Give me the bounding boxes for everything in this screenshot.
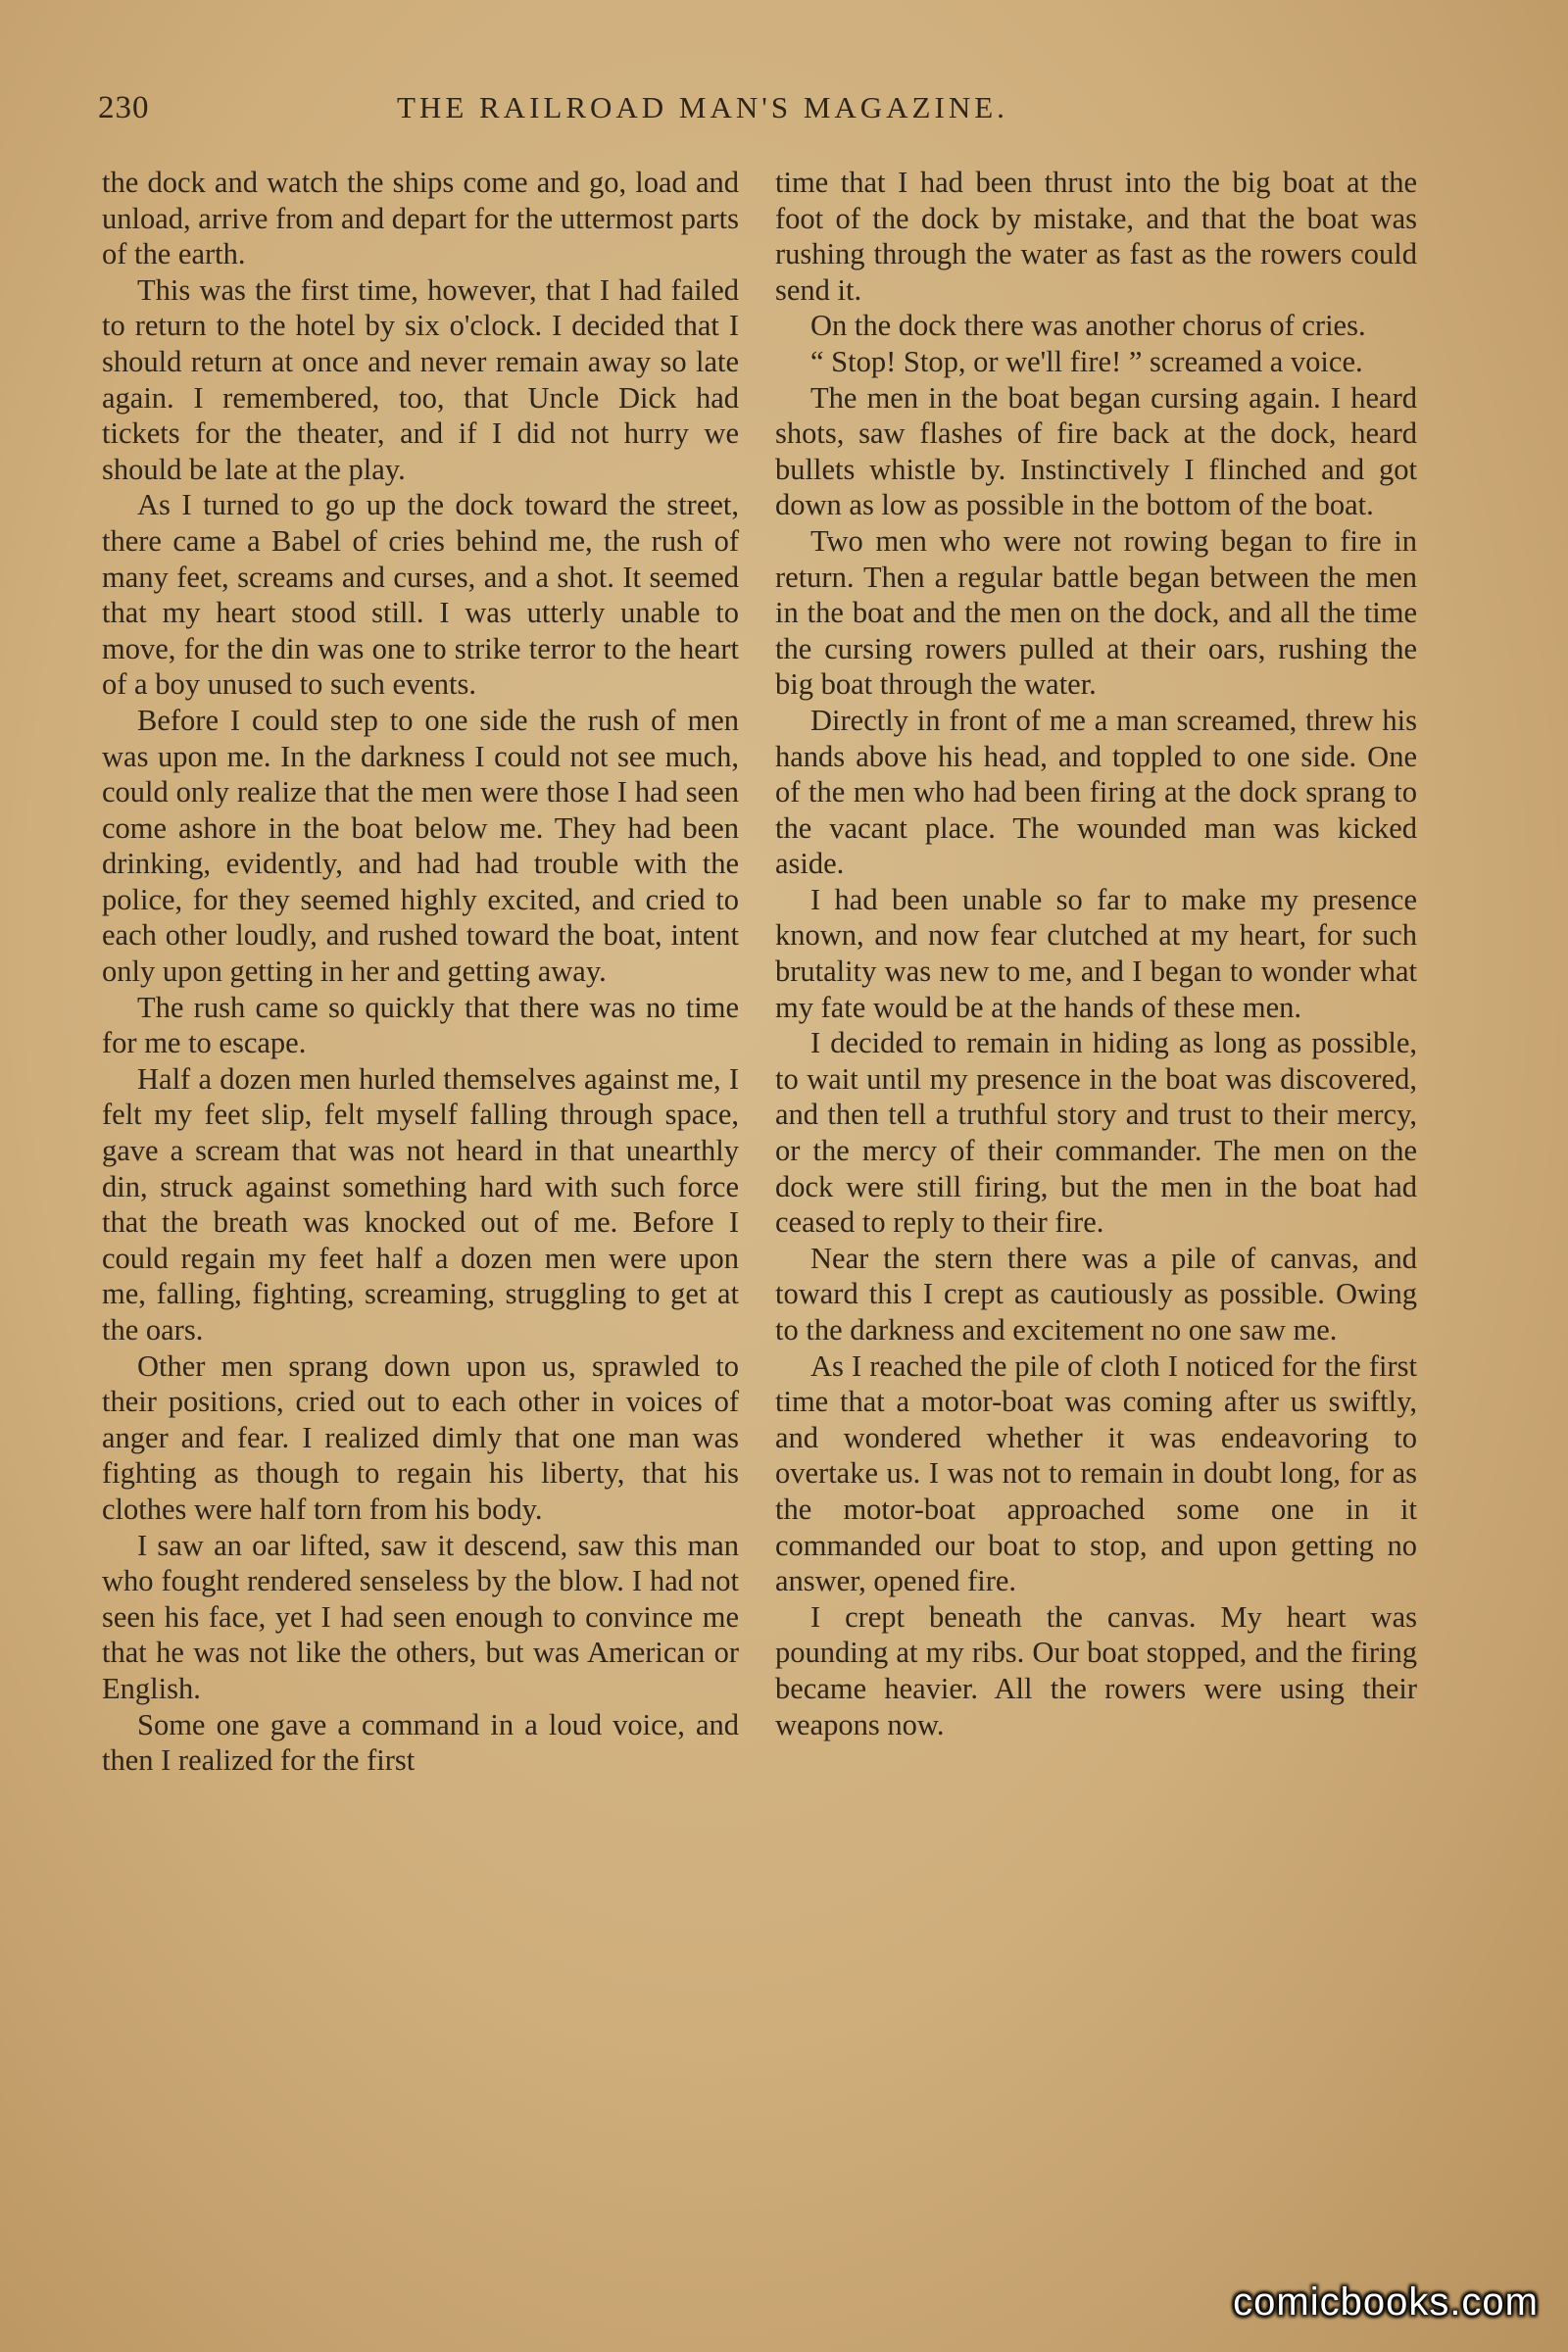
paragraph: Near the stern there was a pile of canvas, and toward this I crept as cautiously as possible. Owing to the darkness and excitement no one saw me.: [775, 1241, 1417, 1347]
paragraph: I decided to remain in hiding as long as possible, to wait until my presence in the boat was discovered, and then tell a truthful story and trust to their mercy, or the mercy of their commander. The men on the dock were still firing, but the men in the boat had ceased to reply to their fire.: [775, 1026, 1417, 1240]
paragraph: Directly in front of me a man screamed, threw his hands above his head, and toppled to one side. One of the men who had been firing at the dock sprang to the vacant place. The wounded man was kicked aside.: [775, 703, 1417, 881]
paragraph: This was the first time, however, that I had failed to return to the hotel by six o'clock. I decided that I should return at once and never remain away so late again. I remembered, too, that Uncle Dick had tickets for the theater, and if I did not hurry we should be late at the play.: [102, 272, 739, 486]
paragraph: Half a dozen men hurled themselves against me, I felt my feet slip, felt myself falling through space, gave a scream that was not heard in that unearthly din, struck against something hard with such force that the breath was knocked out of me. Before I could regain my feet half a dozen men were upon me, falling, fighting, screaming, struggling to get at the oars.: [102, 1061, 739, 1347]
paragraph: Two men who were not rowing began to fire in return. Then a regular battle began between the men in the boat and the men on the dock, and all the time the cursing rowers pulled at their oars, rushing the big boat through the water.: [775, 523, 1417, 702]
paragraph: I crept beneath the canvas. My heart was pounding at my ribs. Our boat stopped, and the firing became heavier. All the rowers were using their weapons now.: [775, 1599, 1417, 1741]
paragraph: I saw an oar lifted, saw it descend, saw this man who fought rendered senseless by the blow. I had not seen his face, yet I had seen enough to convince me that he was not like the others, but was American or English.: [102, 1528, 739, 1705]
right-column: [775, 165, 1417, 1742]
paragraph: The rush came so quickly that there was no time for me to escape.: [102, 990, 739, 1060]
paragraph: Before I could step to one side the rush of men was upon me. In the darkness I could not see much, could only realize that the men were those I had seen come ashore in the boat below me. They had been drinking, evidently, and had had trouble with the police, for they seemed highly excited, and cried to each other loudly, and rushed toward the boat, intent only upon getting in her and getting away.: [102, 703, 739, 989]
page-number: 230: [98, 90, 150, 125]
running-title: THE RAILROAD MAN'S MAGAZINE.: [397, 90, 1008, 124]
paragraph: The men in the boat began cursing again. I heard shots, saw flashes of fire back at the dock, heard bullets whistle by. Instinctively I flinched and got down as low as possible in the bottom of the boat.: [775, 380, 1417, 522]
paragraph: Some one gave a command in a loud voice, and then I realized for the first: [102, 1707, 739, 1778]
paragraph: I had been unable so far to make my presence known, and now fear clutched at my heart, for such brutality was new to me, and I began to wonder what my fate would be at the hands of these men.: [775, 882, 1417, 1024]
paragraph: As I reached the pile of cloth I noticed for the first time that a motor-boat was coming after us swiftly, and wondered whether it was endeavoring to overtake us. I was not to remain in doubt long, for as the motor-boat approached some one in it commanded our boat to stop, and upon getting no answer, opened fire.: [775, 1348, 1417, 1598]
page-header: [98, 90, 1137, 129]
paragraph: On the dock there was another chorus of cries.: [810, 309, 1366, 343]
paragraph: Other men sprang down upon us, sprawled to their positions, cried out to each other in voices of anger and fear. I realized dimly that one man was fighting as though to regain his liberty, that his clothes were half torn from his body.: [102, 1348, 739, 1526]
paragraph: “ Stop! Stop, or we'll fire! ” screamed a voice.: [810, 344, 1363, 378]
paragraph: time that I had been thrust into the big boat at the foot of the dock by mistake, and that the boat was rushing through the water as fast as the rowers could send it.: [775, 166, 1417, 307]
paragraph: the dock and watch the ships come and go, load and unload, arrive from and depart for the uttermost parts of the earth.: [102, 166, 739, 271]
paragraph: As I turned to go up the dock toward the street, there came a Babel of cries behind me, the rush of many feet, screams and curses, and a shot. It seemed that my heart stood still. I was utterly unable to move, for the din was one to strike terror to the heart of a boy unused to such events.: [102, 488, 739, 702]
watermark: comicbooks.com: [1233, 2280, 1539, 2324]
left-column: [102, 165, 739, 1779]
